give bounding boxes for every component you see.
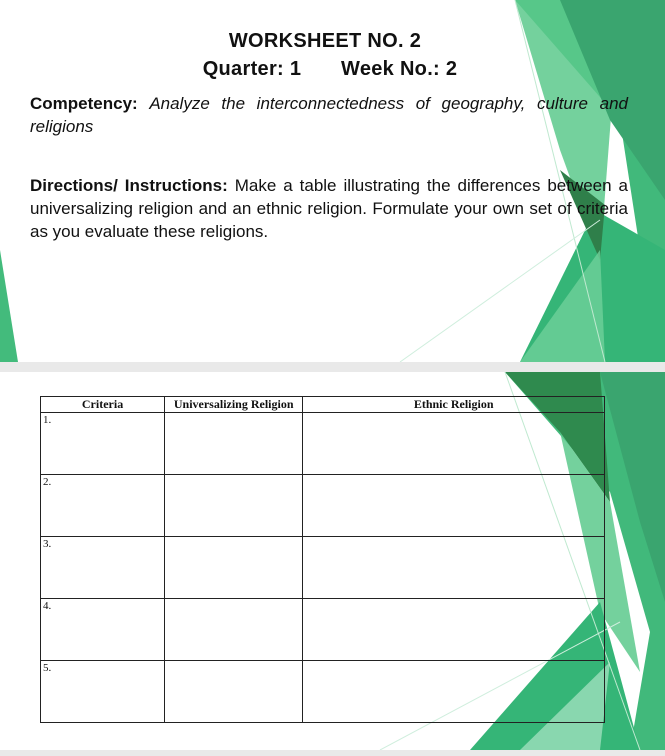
- criteria-table: [40, 396, 605, 723]
- table-row: [41, 475, 605, 537]
- universalizing-cell[interactable]: [165, 413, 303, 475]
- criteria-cell[interactable]: 5.: [41, 661, 165, 723]
- worksheet-slide-bottom: [0, 372, 665, 750]
- directions-text: Make a table illustrating the differences between a universalizing religion and an ethnic religion. Formulate your own set of criteria as you evaluate these religions.: [30, 176, 628, 241]
- competency-paragraph: [30, 92, 628, 138]
- competency-label: Competency:: [30, 94, 138, 113]
- worksheet-title: WORKSHEET NO. 2: [228, 30, 422, 52]
- universalizing-cell[interactable]: [165, 599, 303, 661]
- header-criteria: Criteria: [41, 397, 165, 413]
- criteria-cell[interactable]: 1.: [41, 413, 165, 475]
- criteria-cell[interactable]: 4.: [41, 599, 165, 661]
- ethnic-cell[interactable]: [303, 475, 605, 537]
- table-row: [41, 537, 605, 599]
- directions-paragraph: [30, 174, 628, 243]
- directions-label: Directions/ Instructions:: [30, 176, 228, 195]
- ethnic-cell[interactable]: [303, 537, 605, 599]
- universalizing-cell[interactable]: [165, 475, 303, 537]
- worksheet-slide-top: [0, 0, 665, 362]
- criteria-cell[interactable]: 3.: [41, 537, 165, 599]
- header-ethnic: Ethnic Religion: [303, 397, 605, 413]
- universalizing-cell[interactable]: [165, 537, 303, 599]
- ethnic-cell[interactable]: [303, 413, 605, 475]
- universalizing-cell[interactable]: [165, 661, 303, 723]
- week-label: Week No.: 2: [341, 58, 458, 80]
- quarter-label: Quarter: 1: [202, 58, 302, 80]
- table-row: [41, 413, 605, 475]
- table-row: [41, 599, 605, 661]
- criteria-cell[interactable]: 2.: [41, 475, 165, 537]
- header-universalizing: Universalizing Religion: [165, 397, 303, 413]
- table-row: [41, 661, 605, 723]
- competency-text: Analyze the interconnectedness of geography, culture and religions: [30, 94, 628, 136]
- quarter-week-line: [100, 58, 560, 81]
- ethnic-cell[interactable]: [303, 599, 605, 661]
- ethnic-cell[interactable]: [303, 661, 605, 723]
